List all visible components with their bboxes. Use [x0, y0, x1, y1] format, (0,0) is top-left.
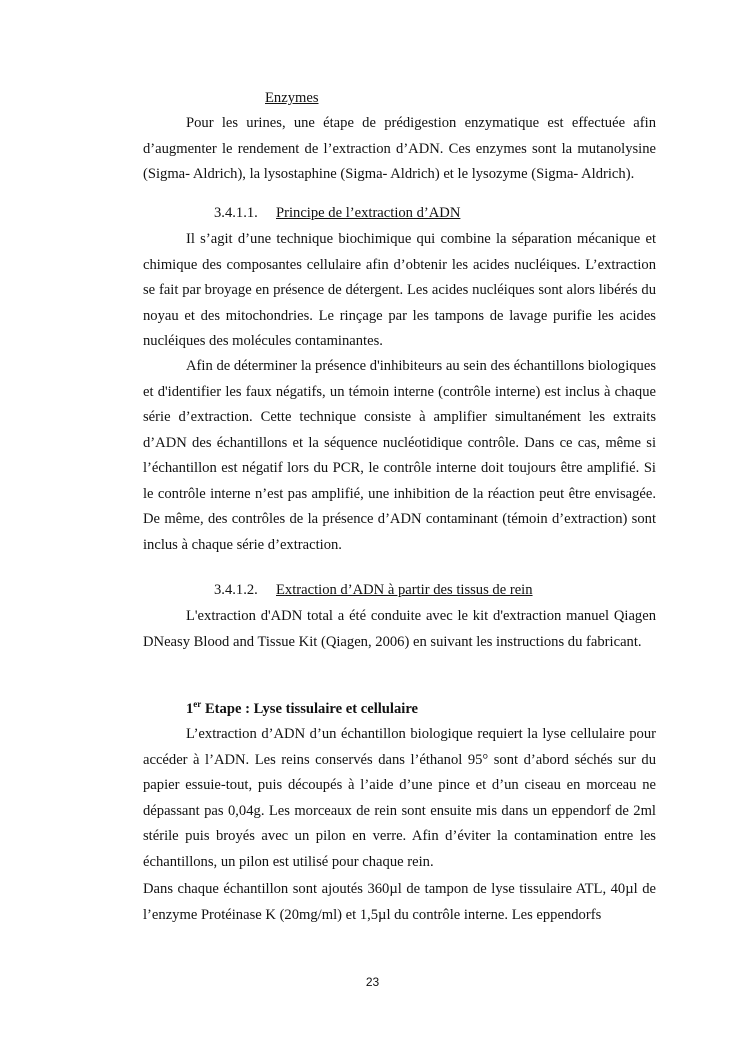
- enzymes-paragraph: Pour les urines, une étape de prédigestion enzymatique est effectuée afin d’augmenter le rendement de l’extraction d’ADN. Ces enzymes sont la mutanolysine (Sigma- Aldrich), la lysostaphine (Sigma- Aldrich) et le lysozyme (Sigma- Aldrich).: [143, 115, 656, 182]
- section-3412-heading: [214, 578, 533, 604]
- step1-heading: [186, 697, 418, 723]
- step1-title: Etape : Lyse tissulaire et cellulaire: [201, 701, 419, 717]
- step1-paragraph-2: Dans chaque échantillon sont ajoutés 360µl de tampon de lyse tissulaire ATL, 40µl de l’enzyme Protéinase K (20mg/ml) et 1,5µl du contrôle interne. Les eppendorfs: [143, 881, 656, 923]
- step1-ordinal-sup: er: [193, 699, 202, 710]
- section-3411-heading: [214, 201, 460, 227]
- section-3412-number: 3.4.1.2.: [214, 582, 258, 598]
- section-3411-paragraph-1: Il s’agit d’une technique biochimique qui combine la séparation mécanique et chimique des composantes cellulaire afin d’obtenir les acides nucléiques. L’extraction se fait par broyage en présence de détergent. Les acides nucléiques sont alors libérés du noyau et des mitochondries. Le rinçage par les tampons de lavage purifie les acides nucléiques des molécules contaminantes.: [143, 231, 656, 349]
- step1-paragraph-1: L’extraction d’ADN d’un échantillon biologique requiert la lyse cellulaire pour accéder à l’ADN. Les reins conservés dans l’éthanol 95° sont d’abord séchés sur du papier essuie-tout, puis découpés à l’aide d’une pince et d’un ciseau en morceau ne dépassant pas 0,04g. Les morceaux de rein sont ensuite mis dans un eppendorf de 2ml stérile puis broyés avec un pilon en verre. Afin d’éviter la contamination entre les échantillons, un pilon est utilisé pour chaque rein.: [143, 726, 656, 870]
- step1-ordinal: 1: [186, 701, 194, 717]
- section-3412-title: Extraction d’ADN à partir des tissus de rein: [276, 582, 533, 598]
- section-3411-number: 3.4.1.1.: [214, 205, 258, 221]
- section-3411-title: Principe de l’extraction d’ADN: [276, 205, 461, 221]
- page-number: 23: [365, 975, 380, 989]
- enzymes-heading: Enzymes: [265, 90, 319, 106]
- section-3412-paragraph: L'extraction d'ADN total a été conduite avec le kit d'extraction manuel Qiagen DNeasy Blood and Tissue Kit (Qiagen, 2006) en suivant les instructions du fabricant.: [143, 608, 656, 650]
- section-3411-paragraph-2: Afin de déterminer la présence d'inhibiteurs au sein des échantillons biologiques et d'identifier les faux négatifs, un témoin interne (contrôle interne) est inclus à chaque série d’extraction. Cette technique consiste à amplifier simultanément les extraits d’ADN des échantillons et la séquence nucléotidique contrôle. Dans ce cas, même si l’échantillon est négatif lors du PCR, le contrôle interne doit toujours être amplifié. Si le contrôle interne n’est pas amplifié, une inhibition de la réaction peut être envisagée. De même, des contrôles de la présence d’ADN contaminant (témoin d’extraction) sont inclus à chaque série d’extraction.: [143, 358, 656, 553]
